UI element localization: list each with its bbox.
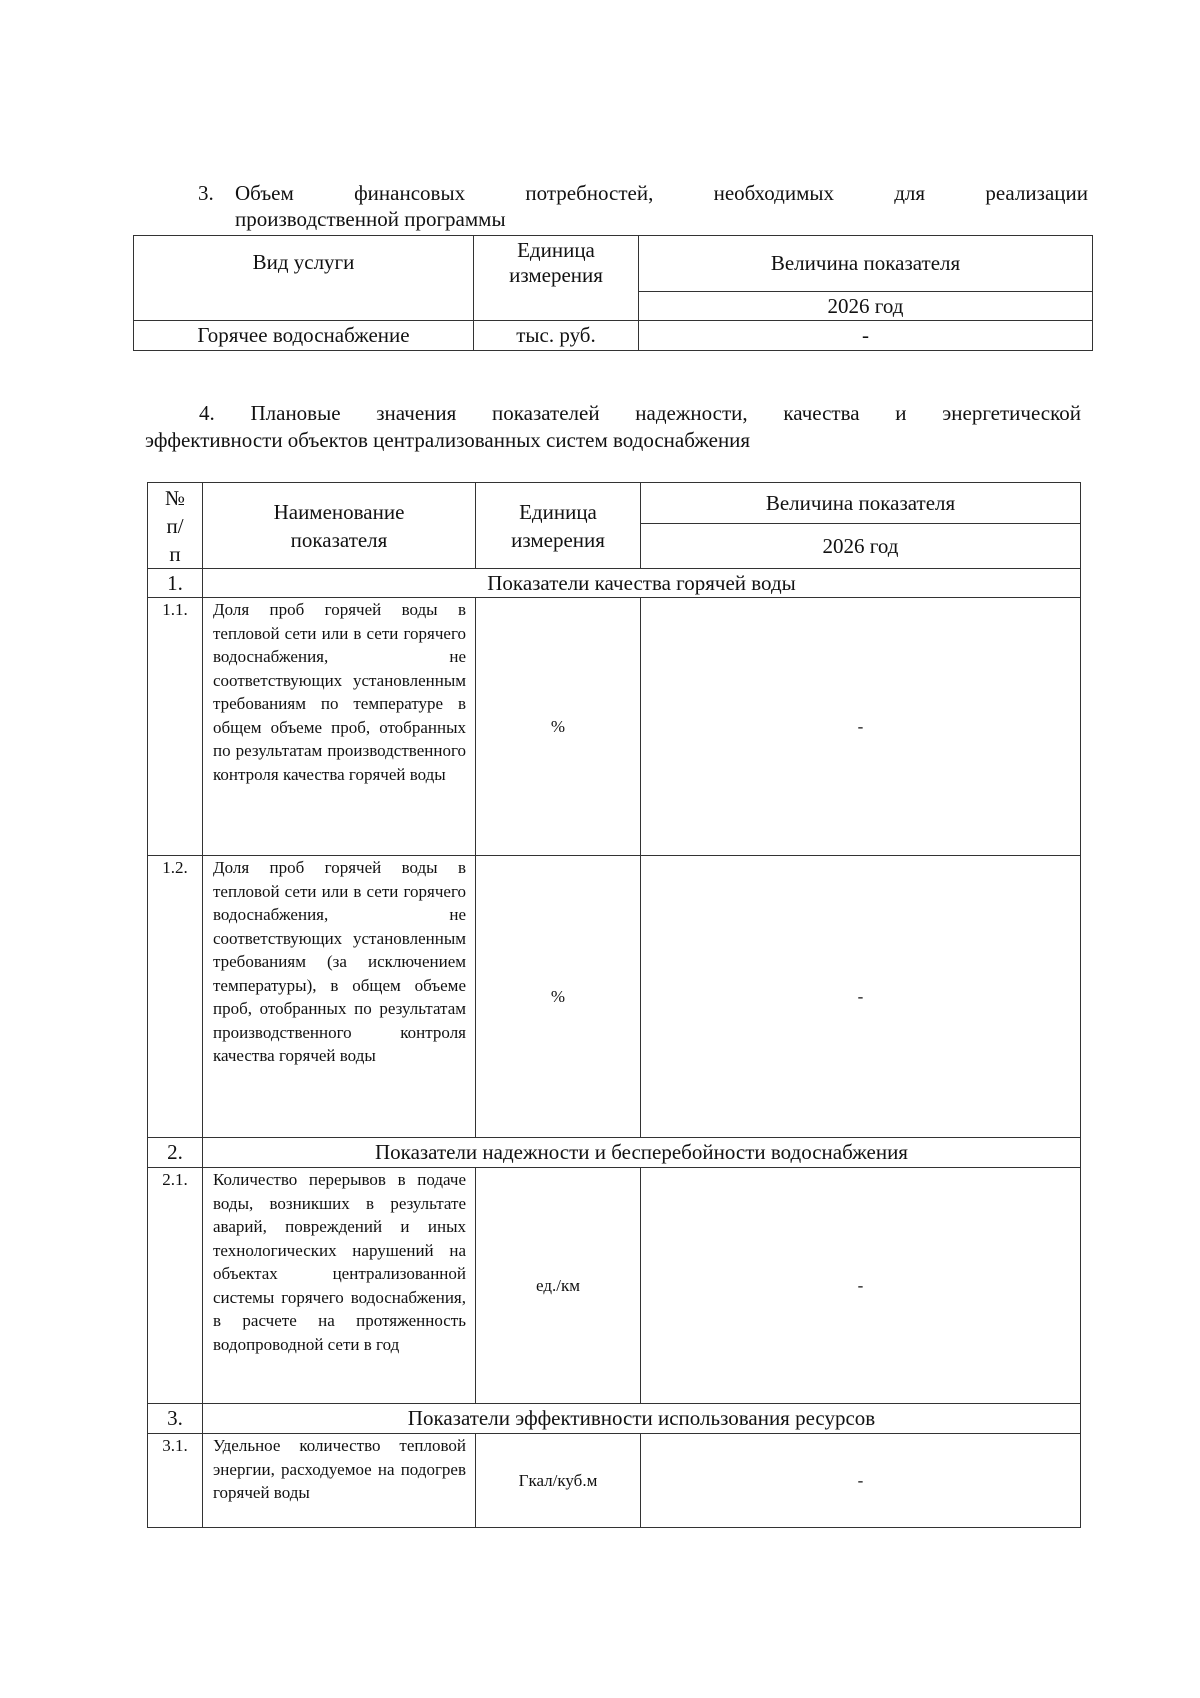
row-name: Количество перерывов в подаче воды, возникших в результате аварий, повреждений и иных технологических нарушений на объектах централизованной системы горячего водоснабжения, в расчете на протяженность водопроводной сети в год [203, 1168, 476, 1404]
row-unit: % [476, 598, 641, 856]
row-name: Доля проб горячей воды в тепловой сети или в сети горячего водоснабжения, не соответствующих установленным требованиям по температуре в общем объеме проб, отобранных по результатам производственного контроля качества горячей воды [203, 598, 476, 856]
row-number: 1.2. [148, 856, 203, 1138]
table-row [148, 1168, 1081, 1404]
group-title: Показатели качества горячей воды [203, 569, 1081, 598]
header-unit: Единица измерения [474, 236, 639, 321]
header-service: Вид услуги [134, 236, 474, 321]
section-4-heading-line1: 4. Плановые значения показателей надежности, качества и энергетической [199, 401, 1081, 425]
header-name: Наименование показателя [203, 483, 476, 569]
section-3-heading-line1: Объем финансовых потребностей, необходимых для реализации [235, 181, 1088, 205]
group-title: Показатели эффективности использования ресурсов [203, 1404, 1081, 1434]
row-unit: ед./км [476, 1168, 641, 1404]
group-number: 3. [148, 1404, 203, 1434]
row-unit: % [476, 856, 641, 1138]
group-row [148, 1138, 1081, 1168]
section-3-number: 3. [198, 181, 214, 205]
row-name: Удельное количество тепловой энергии, расходуемое на подогрев горячей воды [203, 1434, 476, 1528]
row-value: - [641, 598, 1081, 856]
cell-unit: тыс. руб. [474, 321, 639, 351]
cell-service: Горячее водоснабжение [134, 321, 474, 351]
section-4-heading [145, 400, 1081, 454]
row-unit: Гкал/куб.м [476, 1434, 641, 1528]
row-value: - [641, 1168, 1081, 1404]
group-row [148, 569, 1081, 598]
header-year: 2026 год [641, 524, 1081, 569]
row-value: - [641, 1434, 1081, 1528]
group-row [148, 1404, 1081, 1434]
table-row [148, 598, 1081, 856]
row-number: 1.1. [148, 598, 203, 856]
section-3-heading-line2: производственной программы [235, 207, 506, 231]
header-value: Величина показателя [641, 483, 1081, 524]
cell-value: - [639, 321, 1093, 351]
group-number: 2. [148, 1138, 203, 1168]
group-number: 1. [148, 569, 203, 598]
row-number: 2.1. [148, 1168, 203, 1404]
table-row [148, 1434, 1081, 1528]
header-num: № п/п [148, 483, 203, 569]
group-title: Показатели надежности и бесперебойности водоснабжения [203, 1138, 1081, 1168]
row-number: 3.1. [148, 1434, 203, 1528]
row-name: Доля проб горячей воды в тепловой сети или в сети горячего водоснабжения, не соответствующих установленным требованиям (за исключением температуры), в общем объеме проб, отобранных по результатам производственного контроля качества горячей воды [203, 856, 476, 1138]
header-year: 2026 год [639, 292, 1093, 321]
section-4-heading-line2: эффективности объектов централизованных систем водоснабжения [145, 428, 751, 452]
header-unit: Единица измерения [476, 483, 641, 569]
header-value: Величина показателя [639, 236, 1093, 292]
table-row [148, 856, 1081, 1138]
financial-needs-table [133, 235, 1093, 351]
row-value: - [641, 856, 1081, 1138]
indicators-table [147, 482, 1081, 1528]
